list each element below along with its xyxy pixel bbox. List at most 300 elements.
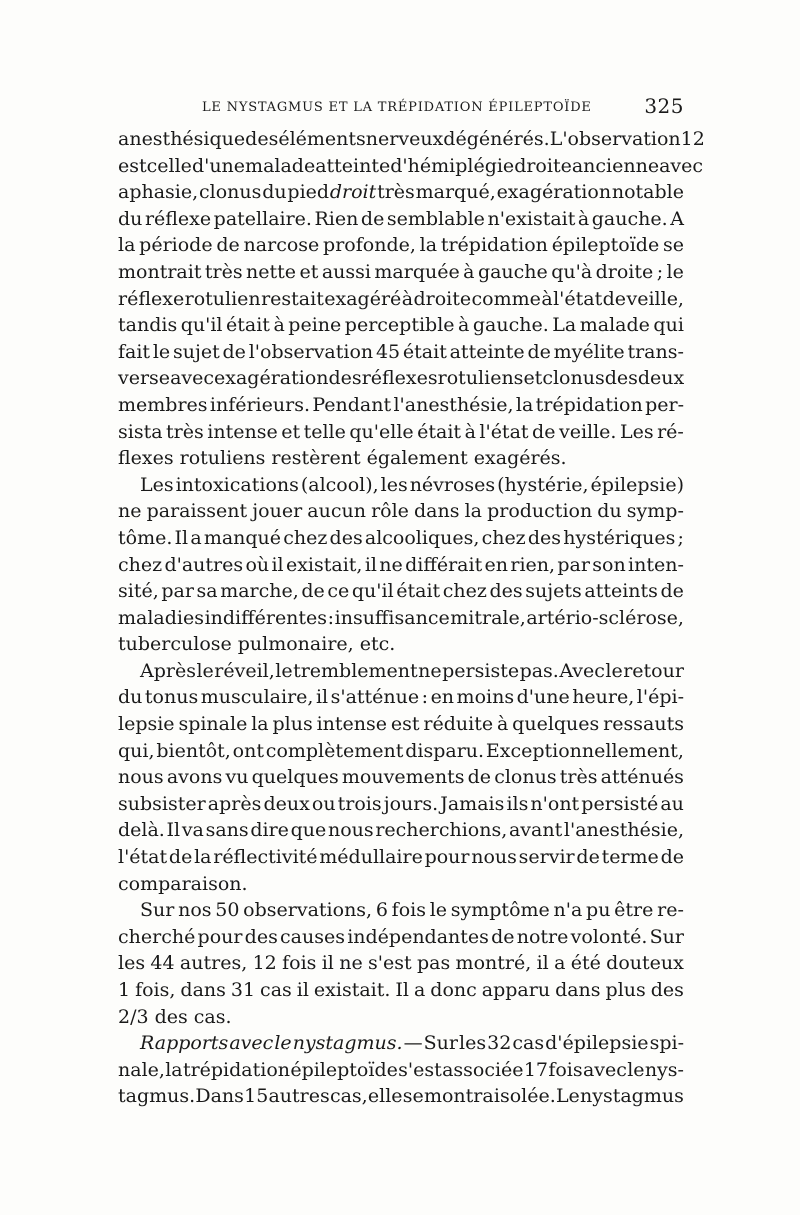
word: peine [288, 314, 342, 337]
word: était [396, 580, 441, 603]
word: été [570, 952, 601, 975]
word: heure, [572, 686, 635, 709]
word: il [271, 553, 284, 576]
word: sans [205, 819, 249, 842]
word: Dans [195, 1085, 244, 1108]
word: et [281, 420, 301, 443]
text-line [118, 1083, 684, 1110]
word: qu'à [551, 260, 593, 283]
word: il [364, 553, 377, 576]
word: ré- [657, 420, 684, 443]
word: d'autres [164, 553, 244, 576]
word: de [216, 234, 240, 257]
text-line [118, 419, 684, 446]
word: 2/3 [118, 1005, 149, 1028]
word: 44 [150, 952, 175, 975]
word: bientôt, [156, 739, 231, 762]
word: telle [303, 420, 346, 443]
word: intoxications [175, 473, 299, 496]
word: montrait [118, 260, 202, 283]
text-line [118, 259, 684, 286]
word: deux [263, 792, 310, 815]
word: mouvements [341, 766, 465, 789]
word: indépendantes [347, 925, 489, 948]
word: avant [508, 819, 563, 842]
word: observations, [243, 899, 373, 922]
word: comparaison. [118, 872, 248, 895]
word: veille. [558, 420, 617, 443]
word: Exceptionnellement, [485, 739, 684, 762]
word: pour [197, 925, 243, 948]
word: dans [180, 979, 226, 1001]
word: les [459, 1032, 487, 1055]
word: atteints [584, 580, 658, 603]
word: exagération [214, 367, 329, 390]
running-head [118, 94, 684, 122]
word: tuberculose [118, 633, 232, 656]
word: s'atténue [330, 686, 420, 709]
word: était [226, 314, 270, 337]
word: deux [637, 367, 685, 390]
word: ce [327, 580, 350, 603]
word: pour [424, 846, 470, 869]
word: tôme. [118, 526, 173, 549]
word: à [273, 314, 285, 337]
word: rôle [371, 500, 409, 523]
word: il [315, 686, 329, 709]
word: la [194, 846, 212, 869]
text-line [118, 365, 684, 392]
word: nous [118, 766, 164, 789]
word: Rien [314, 207, 359, 230]
word: à [458, 314, 470, 337]
word: (hystérie, [497, 473, 589, 496]
word: rotuliens [179, 447, 266, 470]
word: cas. [193, 1005, 232, 1028]
word: de [660, 580, 684, 603]
word: réveil, [214, 659, 275, 682]
word: anesthésique [118, 128, 246, 150]
word: est [118, 154, 147, 177]
text-line [118, 711, 684, 738]
word: 17 [523, 1058, 549, 1081]
word: 12 [252, 952, 277, 975]
word: période [139, 234, 213, 257]
word: l'épi- [636, 686, 684, 709]
word: retour [623, 659, 684, 682]
word: autres [268, 1085, 330, 1108]
word: ne [339, 952, 363, 975]
word: donc [430, 979, 477, 1001]
word: : [421, 686, 429, 709]
word: associée [442, 1058, 524, 1081]
word: clonus [198, 181, 262, 204]
word: — [403, 1032, 423, 1055]
word: éléments [278, 128, 366, 150]
word: l'anesthésie, [563, 819, 684, 842]
word: l'état [118, 846, 168, 869]
word: très [377, 181, 415, 204]
word: restèrent [271, 447, 361, 470]
word: la [419, 234, 438, 257]
word: ou [311, 792, 336, 815]
word: A [670, 207, 684, 230]
word: myélite [553, 340, 625, 363]
word: marqué, [415, 181, 496, 204]
text-line [118, 232, 684, 259]
word: a [413, 979, 426, 1001]
word: fait [118, 340, 151, 363]
word: a [190, 526, 202, 549]
word: insuffisance [334, 606, 450, 629]
word: sité, [118, 580, 159, 603]
word: d'épilepsie [545, 1032, 649, 1055]
word: celle [146, 154, 192, 177]
word: elle [367, 1085, 403, 1108]
word: pulmonaire, [237, 633, 354, 656]
word: sa [196, 580, 218, 603]
word: médullaire [319, 846, 423, 869]
word: Rapports [140, 1032, 229, 1055]
word: de [576, 846, 600, 869]
word: delà. [118, 819, 165, 842]
word: jouer [252, 500, 303, 523]
word: des [604, 367, 638, 390]
body-text [118, 126, 705, 1110]
word: épileptoïde [290, 1058, 398, 1081]
word: aussi [321, 260, 371, 283]
word: il [536, 952, 549, 975]
word: de [301, 580, 325, 603]
word: hystériques [563, 526, 676, 549]
text-line [118, 445, 684, 472]
word: nys- [644, 1058, 684, 1081]
word: par [161, 580, 194, 603]
word: la [464, 500, 482, 523]
word: 32 [487, 1032, 512, 1055]
text-line [118, 578, 684, 605]
word: et [523, 367, 543, 390]
word: des [329, 526, 363, 549]
word: exagéré [324, 287, 402, 310]
word: se [662, 234, 684, 257]
word: veille, [626, 287, 684, 310]
word: très [204, 260, 243, 283]
word: perceptible [344, 314, 455, 337]
word: volonté. [570, 925, 648, 948]
word: quelques [251, 766, 339, 789]
word: ; [656, 260, 664, 283]
word: marquée [374, 260, 460, 283]
word: ils [506, 792, 529, 815]
word: et [299, 260, 319, 283]
word: au [660, 792, 684, 815]
word: des [245, 128, 279, 150]
word: Après [140, 659, 196, 682]
text-line [118, 977, 684, 1004]
word: narcose [243, 234, 320, 257]
word: de [491, 925, 515, 948]
word: être [614, 899, 654, 922]
word: 1 [118, 979, 131, 1001]
text-line [118, 498, 684, 525]
word: se [402, 1085, 424, 1108]
word: avec [229, 1032, 274, 1055]
word: nerveux [365, 128, 444, 150]
word: nystagmus [580, 1085, 684, 1108]
word: le [605, 659, 623, 682]
text-line [118, 525, 684, 552]
word: la [165, 1058, 183, 1081]
word: intense [316, 713, 388, 736]
word: de [660, 846, 684, 869]
word: trépidation [182, 1058, 291, 1081]
word: terme [601, 846, 659, 869]
word: d'une [191, 154, 246, 177]
word: nous [327, 819, 374, 842]
word: n'ont [530, 792, 580, 815]
word: exagération [496, 181, 612, 204]
word: en [430, 686, 455, 709]
word: inten- [628, 553, 684, 576]
word: gauche. [472, 314, 549, 337]
word: rien, [510, 553, 556, 576]
word: Il [166, 819, 181, 842]
word: ressauts [603, 713, 684, 736]
word: spi- [649, 1032, 684, 1055]
word: du [118, 207, 143, 230]
word: symptôme [450, 899, 550, 922]
word: que [290, 819, 327, 842]
word: artério-sclérose, [526, 606, 684, 629]
text-line [118, 206, 684, 233]
word: le [627, 1058, 645, 1081]
word: tonus [144, 686, 199, 709]
text-line [118, 791, 684, 818]
text-line [118, 631, 684, 658]
word: per- [645, 393, 684, 416]
word: réflexe [144, 207, 212, 230]
word: ; [677, 526, 684, 549]
word: le [196, 659, 214, 682]
word: atténués [600, 766, 684, 789]
word: était [417, 420, 462, 443]
text-line [118, 179, 684, 206]
word: l'observation [248, 340, 374, 363]
word: atteinte [449, 340, 525, 363]
word: de [532, 420, 556, 443]
word: de [602, 287, 627, 310]
word: les [380, 473, 408, 496]
word: le [152, 340, 171, 363]
word: (alcool), [300, 473, 379, 496]
word: ne [379, 553, 403, 576]
word: pas [416, 952, 451, 975]
word: était [402, 340, 447, 363]
word: sujet [172, 340, 220, 363]
word: des [527, 526, 562, 549]
text-line [118, 950, 684, 977]
word: cherché [118, 925, 196, 948]
word: montra [423, 1085, 494, 1108]
word: nos [178, 899, 212, 922]
word: complètement [265, 739, 404, 762]
word: re- [657, 899, 684, 922]
word: mitrale, [450, 606, 526, 629]
text-line [118, 126, 705, 153]
word: épilepsie) [590, 473, 684, 496]
word: trois [337, 792, 382, 815]
word: Le [555, 1085, 580, 1108]
word: de [360, 207, 385, 230]
word: la [118, 234, 136, 257]
word: cas, [329, 1085, 368, 1108]
word: clonus [494, 766, 557, 789]
word: ancienne [571, 154, 660, 177]
word: de [222, 340, 246, 363]
word: la [251, 713, 269, 736]
word: n'existait [487, 207, 576, 230]
word: malade [579, 314, 650, 337]
word: s'est [368, 952, 412, 975]
word: est [390, 713, 420, 736]
word: 6 [375, 899, 388, 922]
text-line [118, 472, 684, 499]
word: très [559, 766, 598, 789]
word: il [321, 952, 334, 975]
text-line [118, 924, 684, 951]
word: alcooliques, [364, 526, 480, 549]
word: Les [619, 420, 654, 443]
word: rotuliens [437, 367, 524, 390]
text-line [118, 312, 684, 339]
word: vu [225, 766, 249, 789]
word: Jamais [440, 792, 505, 815]
word: semblable [386, 207, 485, 230]
word: cas [512, 1032, 545, 1055]
word: fois [548, 1058, 583, 1081]
word: cas [260, 979, 292, 1001]
word: restait [261, 287, 324, 310]
word: à [463, 260, 475, 283]
word: exagérés. [473, 447, 567, 470]
word: plus [272, 713, 313, 736]
word: des [154, 1005, 188, 1028]
word: recherchions, [375, 819, 508, 842]
word: qu'elle [349, 420, 414, 443]
word: des [650, 979, 684, 1001]
word: chez [118, 553, 163, 576]
word: à [464, 420, 476, 443]
word: chez [481, 526, 526, 549]
word: indifférentes [204, 606, 328, 629]
word: symp- [626, 500, 684, 523]
word: trépidation [440, 234, 548, 257]
word: ne [418, 659, 442, 682]
word: son [592, 553, 626, 576]
word: avons [166, 766, 223, 789]
word: réflectivité [213, 846, 318, 869]
word: notable [611, 181, 684, 204]
word: très [166, 420, 204, 443]
word: qui [653, 314, 684, 337]
word: causes [280, 925, 345, 948]
word: flexes [118, 447, 174, 470]
word: plus [605, 979, 646, 1001]
word: paraissent [146, 500, 248, 523]
word: qui, [118, 739, 155, 762]
word: 12 [680, 128, 705, 150]
text-line [118, 897, 684, 924]
text-line [118, 1004, 684, 1031]
word: fois, [135, 979, 176, 1001]
word: L'observation [549, 128, 681, 150]
word: clonus [542, 367, 605, 390]
text-line [118, 286, 684, 313]
word: également [366, 447, 468, 470]
word: dégénérés. [443, 128, 550, 150]
word: profonde, [323, 234, 416, 257]
word: Les [140, 473, 174, 496]
word: en [484, 553, 509, 576]
word: l'état [553, 287, 603, 310]
word: gauche [477, 260, 548, 283]
text-line [118, 339, 684, 366]
word: qu'il [351, 580, 394, 603]
running-title: LE NYSTAGMUS ET LA TRÉPIDATION ÉPILEPTOÏDE [202, 100, 592, 115]
word: à [577, 207, 590, 230]
word: autres, [179, 952, 248, 975]
word: droit [329, 181, 377, 204]
word: Sur [140, 899, 175, 922]
word: fois [391, 899, 426, 922]
word: n'a [553, 899, 583, 922]
word: notre [516, 925, 569, 948]
text-line [118, 153, 704, 180]
word: lepsie [118, 713, 175, 736]
word: aucun [307, 500, 366, 523]
word: marche, [220, 580, 299, 603]
word: la [515, 393, 534, 416]
word: chez [442, 580, 487, 603]
word: rotulien [184, 287, 261, 310]
word: des [489, 580, 523, 603]
text-line [118, 658, 684, 685]
word: fois [282, 952, 317, 975]
word: les [118, 952, 146, 975]
word: de [467, 766, 492, 789]
word: production [487, 500, 593, 523]
text-line [118, 1030, 684, 1057]
text-line [118, 684, 684, 711]
word: le [429, 899, 448, 922]
word: à [541, 287, 553, 310]
word: chez [283, 526, 328, 549]
word: aphasie, [118, 181, 199, 204]
word: Sur [423, 1032, 458, 1055]
word: le [275, 659, 293, 682]
word: à [401, 287, 414, 310]
word: subsister [118, 792, 206, 815]
word: pu [586, 899, 611, 922]
word: où [245, 553, 270, 576]
word: névroses [409, 473, 496, 496]
word: nale, [118, 1058, 165, 1081]
word: ont [232, 739, 264, 762]
word: Avec [559, 659, 605, 682]
text-line [118, 844, 684, 871]
word: maladies [118, 606, 204, 629]
